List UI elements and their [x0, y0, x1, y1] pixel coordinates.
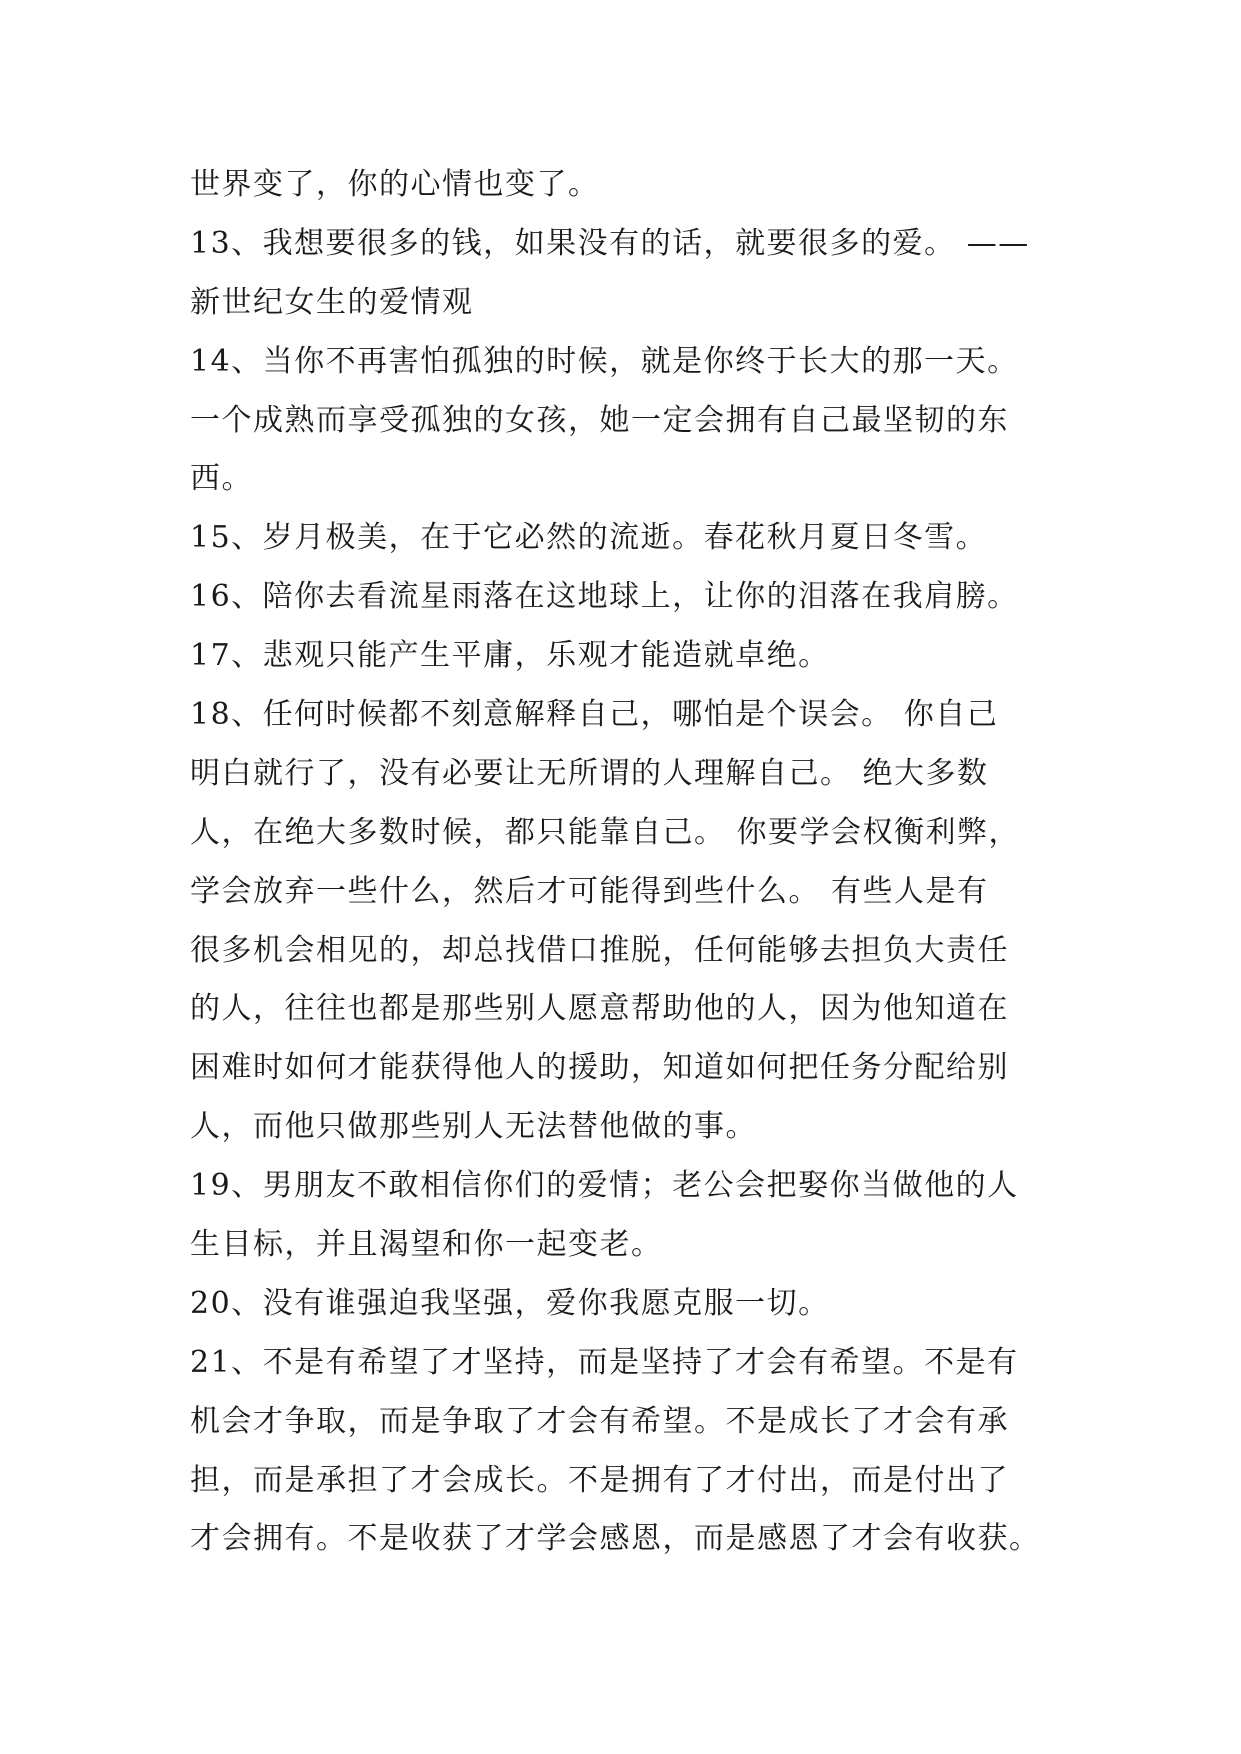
text-line: 担，而是承担了才会成长。不是拥有了才付出，而是付出了 [190, 1462, 1009, 1498]
text-line: 新世纪女生的爱情观 [190, 284, 474, 320]
text-line: 15、岁月极美，在于它必然的流逝。春花秋月夏日冬雪。 [190, 520, 988, 556]
text-line: 18、任何时候都不刻意解释自己，哪怕是个误会。 你自己 [190, 697, 999, 733]
text-line: 19、男朋友不敢相信你们的爱情；老公会把娶你当做他的人 [190, 1168, 1019, 1204]
document-body [190, 156, 1070, 1569]
text-line: 20、没有谁强迫我坚强，爱你我愿克服一切。 [190, 1285, 830, 1321]
text-line: 13、我想要很多的钱，如果没有的话，就要很多的爱。 —— [190, 225, 1030, 261]
text-line: 14、当你不再害怕孤独的时候，就是你终于长大的那一天。 [190, 343, 1019, 379]
text-line: 机会才争取，而是争取了才会有希望。不是成长了才会有承 [190, 1403, 1009, 1439]
text-line: 人，在绝大多数时候，都只能靠自己。 你要学会权衡利弊， [190, 814, 1021, 850]
text-line: 的人，往往也都是那些别人愿意帮助他的人，因为他知道在 [190, 991, 1009, 1027]
text-line: 21、不是有希望了才坚持，而是坚持了才会有希望。不是有 [190, 1344, 1019, 1380]
text-line: 学会放弃一些什么，然后才可能得到些什么。 有些人是有 [190, 873, 989, 909]
text-line: 世界变了，你的心情也变了。 [190, 167, 600, 202]
text-line: 生目标，并且渴望和你一起变老。 [190, 1227, 663, 1263]
text-line: 16、陪你去看流星雨落在这地球上，让你的泪落在我肩膀。 [190, 579, 1019, 615]
text-line: 困难时如何才能获得他人的援助，知道如何把任务分配给别 [190, 1050, 1009, 1086]
text-line: 人，而他只做那些别人无法替他做的事。 [190, 1109, 757, 1145]
text-line: 一个成熟而享受孤独的女孩，她一定会拥有自己最坚韧的东 [190, 402, 1009, 438]
text-line: 才会拥有。不是收获了才学会感恩，而是感恩了才会有收获。 [190, 1521, 1041, 1557]
text-line: 很多机会相见的，却总找借口推脱，任何能够去担负大责任 [190, 932, 1009, 968]
text-line: 明白就行了，没有必要让无所谓的人理解自己。 绝大多数 [190, 755, 989, 791]
text-line: 西。 [190, 461, 253, 497]
text-line: 17、悲观只能产生平庸，乐观才能造就卓绝。 [190, 638, 830, 674]
